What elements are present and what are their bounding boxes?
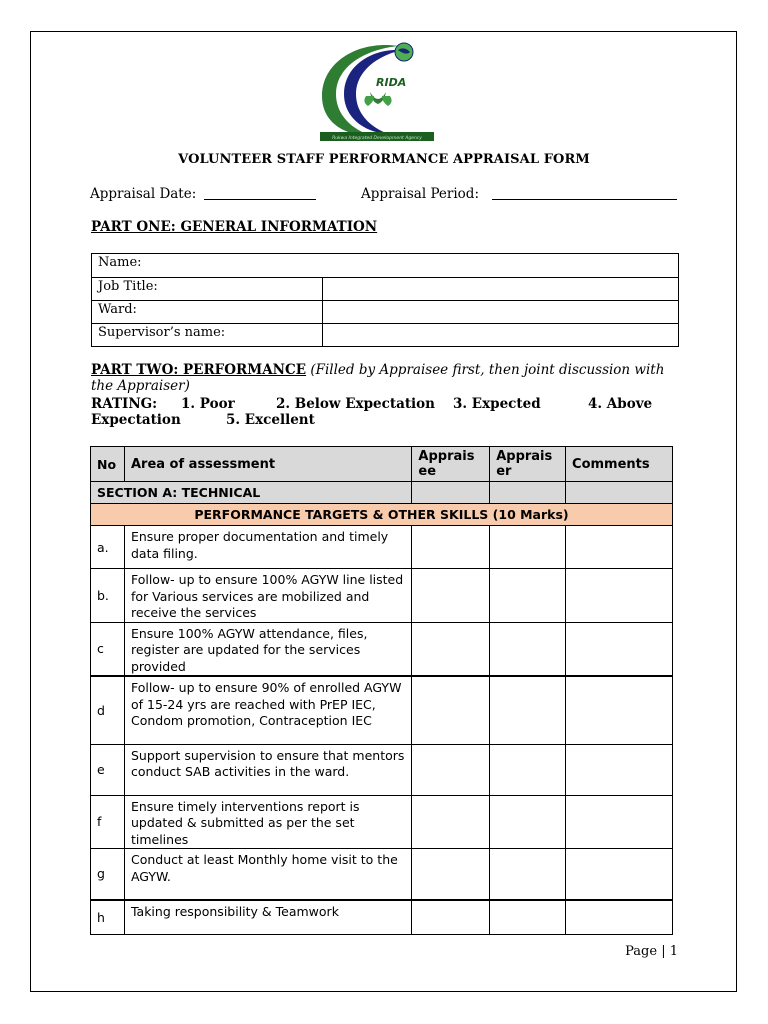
appraiser-cell[interactable] (490, 744, 566, 795)
rating-4a: 4. Above (588, 396, 653, 412)
table-row (91, 569, 673, 623)
rating-1: 1. Poor (181, 396, 235, 412)
appraisee-cell[interactable] (412, 526, 490, 569)
table-row (91, 744, 673, 795)
comments-cell[interactable] (566, 569, 673, 623)
assessment-area: Conduct at least Monthly home visit to the AGYW. (124, 849, 411, 900)
table-row (91, 526, 673, 569)
appraiser-cell[interactable] (490, 622, 566, 676)
part-two-intro (91, 362, 681, 394)
appraisal-period-field[interactable] (492, 199, 677, 200)
appraisee-cell[interactable] (412, 795, 490, 849)
assessment-area: Taking responsibility & Teamwork (124, 900, 411, 935)
section-a-label: SECTION A: TECHNICAL (91, 482, 412, 504)
table-row (91, 622, 673, 676)
appraisee-cell[interactable] (412, 622, 490, 676)
section-a-appraiser (490, 482, 566, 504)
row-number: g (91, 849, 125, 900)
supervisor-label: Supervisor’s name: (92, 324, 323, 347)
appraisee-cell[interactable] (412, 744, 490, 795)
assessment-area: Support supervision to ensure that mentors conduct SAB activities in the ward. (124, 744, 411, 795)
row-number: f (91, 795, 125, 849)
appraisal-date-field[interactable] (204, 199, 316, 200)
table-row (91, 900, 673, 935)
header-no: No (91, 447, 125, 482)
table-row (91, 795, 673, 849)
row-number: e (91, 744, 125, 795)
ward-label: Ward: (92, 301, 323, 324)
appraiser-cell[interactable] (490, 849, 566, 900)
rating-4b: Expectation (91, 412, 181, 428)
appraisal-date-label: Appraisal Date: (90, 186, 197, 202)
part-two-note: (Filled by Appraisee first, then joint discussion with the Appraiser) (91, 362, 665, 394)
row-number: c (91, 622, 125, 676)
logo-tagline: Rukwa Integrated Development Agency (332, 136, 422, 141)
page-number: Page | 1 (625, 944, 678, 959)
header-appraisee: Appraisee (412, 447, 490, 482)
appraisal-period-label: Appraisal Period: (361, 186, 479, 202)
appraiser-cell[interactable] (490, 795, 566, 849)
table-row (91, 849, 673, 900)
table-row (91, 676, 673, 744)
assessment-area: Follow- up to ensure 90% of enrolled AGYW of 15-24 yrs are reached with PrEP IEC, Condom promotion, Contraception IEC (124, 676, 411, 744)
comments-cell[interactable] (566, 795, 673, 849)
row-number: h (91, 900, 125, 935)
appraiser-cell[interactable] (490, 569, 566, 623)
row-number: d (91, 676, 125, 744)
comments-cell[interactable] (566, 526, 673, 569)
appraisee-cell[interactable] (412, 676, 490, 744)
assessment-area: Ensure 100% AGYW attendance, files, register are updated for the services provided (124, 622, 411, 676)
targets-label: PERFORMANCE TARGETS & OTHER SKILLS (10 Marks) (91, 504, 673, 526)
rating-scale (91, 396, 681, 428)
supervisor-field[interactable] (323, 324, 679, 347)
comments-cell[interactable] (566, 622, 673, 676)
performance-table (90, 446, 673, 935)
comments-cell[interactable] (566, 744, 673, 795)
ward-field[interactable] (323, 301, 679, 324)
appraiser-cell[interactable] (490, 526, 566, 569)
appraisee-cell[interactable] (412, 849, 490, 900)
form-title: VOLUNTEER STAFF PERFORMANCE APPRAISAL FORM (178, 152, 590, 167)
general-info-table (91, 253, 679, 347)
logo-text: RIDA (376, 76, 407, 89)
appraisee-cell[interactable] (412, 900, 490, 935)
appraiser-cell[interactable] (490, 900, 566, 935)
section-a-appraisee (412, 482, 490, 504)
rida-logo (318, 40, 436, 144)
rating-2: 2. Below Expectation (276, 396, 436, 412)
rating-label: RATING: (91, 396, 158, 412)
assessment-area: Ensure timely interventions report is updated & submitted as per the set timelines (124, 795, 411, 849)
rating-5: 5. Excellent (226, 412, 315, 428)
comments-cell[interactable] (566, 900, 673, 935)
comments-cell[interactable] (566, 849, 673, 900)
assessment-area: Ensure proper documentation and timely data filing. (124, 526, 411, 569)
appraiser-cell[interactable] (490, 676, 566, 744)
header-area: Area of assessment (124, 447, 411, 482)
header-comments: Comments (566, 447, 673, 482)
rating-3: 3. Expected (453, 396, 541, 412)
name-label: Name: (98, 255, 142, 270)
header-appraiser: Appraiser (490, 447, 566, 482)
job-title-field[interactable] (323, 278, 679, 301)
appraisee-cell[interactable] (412, 569, 490, 623)
row-number: b. (91, 569, 125, 623)
row-number: a. (91, 526, 125, 569)
section-a-comments (566, 482, 673, 504)
comments-cell[interactable] (566, 676, 673, 744)
job-title-label: Job Title: (92, 278, 323, 301)
assessment-area: Follow- up to ensure 100% AGYW line listed for Various services are mobilized and receive the services (124, 569, 411, 623)
part-two-heading: PART TWO: PERFORMANCE (91, 362, 307, 378)
name-row[interactable] (92, 254, 679, 278)
part-one-heading: PART ONE: GENERAL INFORMATION (91, 219, 378, 235)
